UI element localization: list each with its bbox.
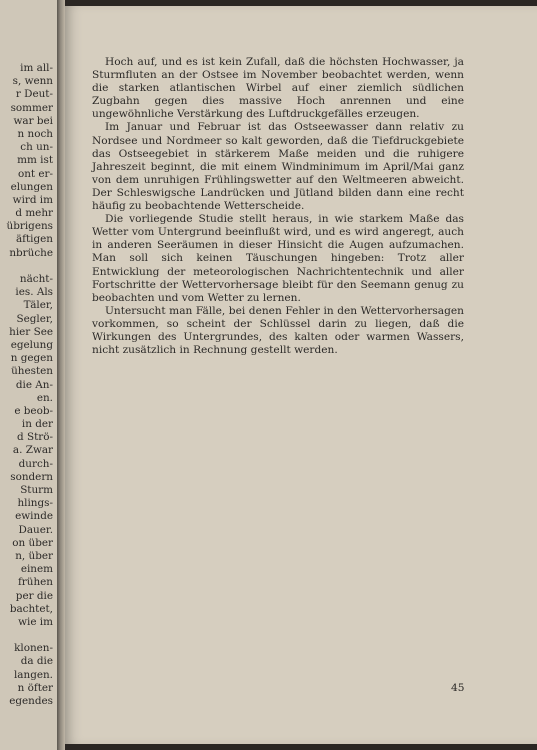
body-text xyxy=(92,56,464,357)
left-page-line: per die xyxy=(15,589,53,602)
left-page-line xyxy=(0,629,53,642)
paragraph-3: Die vorliegende Studie stellt heraus, in wie starkem Maße das Wetter vom Untergrund beeinflußt wird, und es wird angeregt, auch in anderen Seeräumen in dieser Hinsicht die Augen aufzumachen. Man soll sich keinen Täuschungen hingeben: Trotz aller Entwicklung der meteorologischen Nachrichtentechnik und aller Fortschritte der Wettervorhersage bleibt für den Seemann genug zu beobachten und vom Wetter zu lernen. xyxy=(92,213,464,304)
left-page-line: in der xyxy=(21,418,53,431)
paragraph-1: Hoch auf, und es ist kein Zufall, daß die höchsten Hochwasser, ja Sturmfluten an der Ostsee im November beobachtet werden, wenn die starken atlantischen Wirbel auf einer ziemlich südlichen Zugbahn gegen dies massive Hoch anrennen und eine ungewöhnliche Verstärkung des Luftdruckgefälles erzeugen. xyxy=(92,56,464,121)
left-page-line: einem xyxy=(20,563,53,576)
left-page-line: egelung xyxy=(10,338,53,351)
left-page-line: klonen- xyxy=(14,642,53,655)
left-page-line: da die xyxy=(20,655,53,668)
left-page-line: hier See xyxy=(9,325,53,338)
left-page-line: sommer xyxy=(10,101,53,114)
left-page-line: a. Zwar xyxy=(12,444,53,457)
left-page-line: d mehr xyxy=(15,207,53,220)
left-page-line: ühesten xyxy=(11,365,53,378)
left-page-line: wie im xyxy=(18,615,53,628)
paragraph-2: Im Januar und Februar ist das Ostseewasser dann relativ zu Nordsee und Nordmeer so kalt geworden, daß die Tiefdruckgebiete das Ostseegebiet in stärkerem Maße meiden und die ruhigere Jahreszeit beginnt, die mit einem Windminimum im April/Mai ganz von dem unruhigen Frühlingswetter auf den Weltmeeren abweicht. Der Schleswigsche Landrücken und Jütland bilden dann eine recht häufig zu beobachtende Wetterscheide. xyxy=(92,121,464,213)
left-page-line: wird im xyxy=(12,193,53,206)
paragraph-4: Untersucht man Fälle, bei denen Fehler in den Wettervorhersagen vorkommen, so scheint der Schlüssel darin zu liegen, daß die Wirkungen des Untergrundes, des kalten oder warmen Wassers, nicht zusätzlich in Rechnung gestellt werden. xyxy=(92,304,464,357)
left-page-line: frühen xyxy=(17,576,53,589)
left-page-line: die An- xyxy=(15,378,53,391)
left-page-line: durch- xyxy=(18,457,53,470)
left-page-line: Segler, xyxy=(16,312,53,325)
left-page-line: ies. Als xyxy=(15,286,53,299)
left-page-line: langen. xyxy=(13,668,53,681)
page-number: 45 xyxy=(451,682,465,694)
left-page-line: on über xyxy=(12,536,53,549)
left-page-line: im all- xyxy=(20,62,53,74)
left-page-line: n öfter xyxy=(17,681,53,694)
left-page-line: e beob- xyxy=(14,404,53,417)
left-page-line: n gegen xyxy=(10,352,53,365)
left-page-line xyxy=(0,260,53,273)
left-page-line: s, wenn xyxy=(12,75,53,88)
left-page-line: ewinde xyxy=(15,510,53,523)
left-page-edge xyxy=(0,0,57,750)
left-page-line: äftigen xyxy=(15,233,53,246)
left-page-line: en. xyxy=(36,391,53,404)
book-gutter xyxy=(57,0,65,750)
left-page-line: nbrüche xyxy=(9,246,53,259)
right-page xyxy=(65,6,537,744)
left-page-line: n, über xyxy=(15,549,53,562)
left-page-line: übrigens xyxy=(6,220,53,233)
left-page-line: n noch xyxy=(17,127,53,140)
left-page-line: hlings- xyxy=(17,497,53,510)
left-page-line: mm ist xyxy=(17,154,53,167)
left-page-line: Sturm xyxy=(20,484,53,496)
left-page-line: elungen xyxy=(10,180,53,193)
left-page-line: war bei xyxy=(13,114,53,127)
left-page-line: egendes xyxy=(9,695,53,707)
left-page-line: Dauer. xyxy=(18,523,53,536)
left-page-line: bachtet, xyxy=(9,602,53,615)
left-page-line: nächt- xyxy=(19,273,53,285)
left-page-text-fragments xyxy=(0,62,53,708)
left-page-line: Täler, xyxy=(23,299,53,312)
left-page-line: sondern xyxy=(10,470,53,483)
left-page-line: ch un- xyxy=(20,141,53,154)
left-page-line: ont er- xyxy=(17,167,53,180)
left-page-line: d Strö- xyxy=(17,431,53,444)
left-page-line: r Deut- xyxy=(15,88,53,101)
